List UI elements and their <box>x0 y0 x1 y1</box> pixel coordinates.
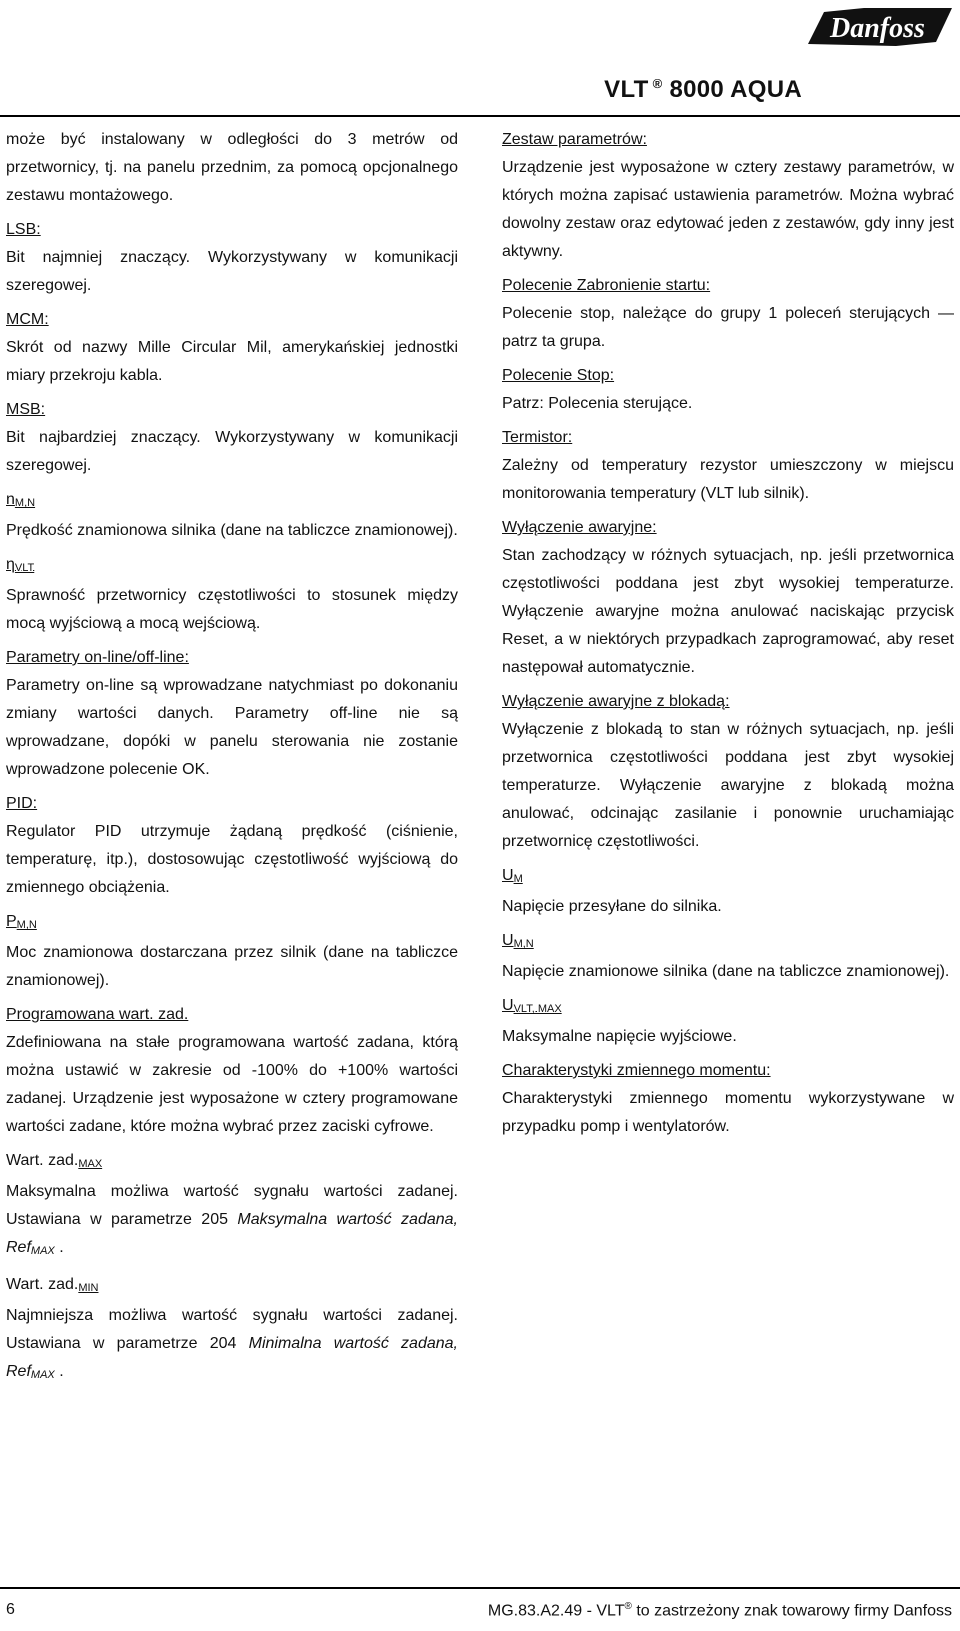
glossary-entry <box>502 362 954 418</box>
brand-wordmark: Danfoss <box>830 13 925 44</box>
footer-note: MG.83.A2.49 - VLT® to zastrzeżony znak towarowy firmy Danfoss <box>487 1601 952 1620</box>
glossary-definition: Skrót od nazwy Mille Circular Mil, amerykańskiej jednostki miary przekroju kabla. <box>6 339 458 384</box>
glossary-term: $\eta_{VLT}$ <box>6 556 35 574</box>
product-title: VLT ® 8000 AQUA <box>604 76 802 103</box>
glossary-term: Charakterystyki zmiennego momentu: <box>502 1062 771 1079</box>
glossary-term: Parametry on-line/off-line: <box>6 649 189 666</box>
glossary-definition: Napięcie przesyłane do silnika. <box>502 898 722 915</box>
glossary-term: Wyłączenie awaryjne z blokadą: <box>502 693 730 710</box>
glossary-entry <box>6 908 458 995</box>
glossary-entry <box>6 1271 458 1389</box>
glossary-definition: Prędkość znamionowa silnika (dane na tabliczce znamionowej). <box>6 522 458 539</box>
glossary-entry <box>6 126 458 210</box>
glossary-entry <box>502 927 954 986</box>
footer-rule <box>0 1587 960 1589</box>
glossary-definition: Zdefiniowana na stałe programowana wartość zadana, którą można ustawić w zakresie od -100% do +100% wartości zadanej. Urządzenie jest wyposażone w cztery programowane wartości zadane, które można wybrać przez zaciski cyfrowe. <box>6 1034 458 1135</box>
glossary-definition: Urządzenie jest wyposażone w cztery zestawy parametrów, w których można zapisać ustawienia parametrów. Można wybrać dowolny zestaw oraz edytować jeden z zestawów, gdy inny jest aktywny. <box>502 159 954 260</box>
glossary-entry <box>502 514 954 682</box>
glossary-term: $U_{VLT, MAX}$ <box>502 997 562 1015</box>
glossary-term: Wyłączenie awaryjne: <box>502 519 657 536</box>
glossary-term: Polecenie Stop: <box>502 367 615 384</box>
glossary-definition: Bit najmniej znaczący. Wykorzystywany w komunikacji szeregowej. <box>6 249 458 294</box>
glossary-entry <box>6 306 458 390</box>
glossary-entry <box>6 1001 458 1141</box>
glossary-entry <box>6 216 458 300</box>
glossary-entry <box>6 486 458 545</box>
glossary-entry <box>502 272 954 356</box>
glossary-entry <box>6 1147 458 1265</box>
glossary-definition: może być instalowany w odległości do 3 metrów od przetwornicy, tj. na panelu przednim, za pomocą opcjonalnego zestawu montażowego. <box>6 131 458 204</box>
glossary-left-column <box>6 126 458 1395</box>
glossary-entry <box>502 126 954 266</box>
glossary-definition: Polecenie stop, należące do grupy 1 poleceń sterujących — patrz ta grupa. <box>502 305 954 350</box>
glossary-definition: Regulator PID utrzymuje żądaną prędkość (ciśnienie, temperaturę, itp.), dostosowując częstotliwość wyjściową do zmiennego obciążenia. <box>6 823 458 896</box>
glossary-entry <box>502 1057 954 1141</box>
glossary-definition: Wyłączenie z blokadą to stan w różnych sytuacjach, np. jeśli przetwornica częstotliwości poddana jest zbyt wysokiej temperaturze. Wyłączenie awaryjne z blokadą można anulować, odcinając zasilanie i ponownie uruchamiając przetwornicę częstotliwości. <box>502 721 954 850</box>
glossary-term: Zestaw parametrów: <box>502 131 647 148</box>
glossary-term: PID: <box>6 795 38 812</box>
glossary-term: MSB: <box>6 401 46 418</box>
glossary-term: MCM: <box>6 311 49 328</box>
glossary-term: Polecenie Zabronienie startu: <box>502 277 711 294</box>
glossary-term: $P_{M,N}$ <box>6 913 37 931</box>
glossary-term: $U_M$ <box>502 867 523 885</box>
glossary-term: Programowana wart. zad. <box>6 1006 189 1023</box>
glossary-definition: Maksymalne napięcie wyjściowe. <box>502 1028 737 1045</box>
glossary-entry <box>6 551 458 638</box>
glossary-entry <box>6 644 458 784</box>
danfoss-logo <box>804 4 956 50</box>
glossary-definition: Bit najbardziej znaczący. Wykorzystywany w komunikacji szeregowej. <box>6 429 458 474</box>
glossary-entry <box>6 396 458 480</box>
glossary-definition: Patrz: Polecenia sterujące. <box>502 395 693 412</box>
glossary-term: Wart. $zad._{MIN}$ <box>6 1276 99 1294</box>
glossary-term: $n_{M,N}$ <box>6 491 36 509</box>
glossary-definition: Parametry on-line są wprowadzane natychmiast po dokonaniu zmiany wartości danych. Parametry off-line nie są wprowadzane, dopóki w panelu sterowania nie zostanie wprowadzone polecenie OK. <box>6 677 458 778</box>
glossary-entry <box>502 862 954 921</box>
header-rule <box>0 115 960 117</box>
glossary-entry <box>502 424 954 508</box>
glossary-term: Wart. $zad._{MAX}$ <box>6 1152 103 1170</box>
glossary-definition: Zależny od temperatury rezystor umieszczony w miejscu monitorowania temperatury (VLT lub silnik). <box>502 457 954 502</box>
glossary-term: $U_{M,N}$ <box>502 932 534 950</box>
glossary-definition: Maksymalna możliwa wartość sygnału wartości zadanej. Ustawiana w parametrze 205 Maksymalna wartość zadana, Ref$_{MAX}$ . <box>6 1183 458 1257</box>
glossary-definition: Napięcie znamionowe silnika (dane na tabliczce znamionowej). <box>502 963 950 980</box>
glossary-definition: Moc znamionowa dostarczana przez silnik (dane na tabliczce znamionowej). <box>6 944 458 989</box>
glossary-definition: Stan zachodzący w różnych sytuacjach, np. jeśli przetwornica częstotliwości poddana jest zbyt wysokiej temperaturze. Wyłączenie awaryjne można anulować naciskając przycisk Reset, a w niektórych przypadkach zaprogramować, aby reset następował automatycznie. <box>502 547 954 676</box>
glossary-definition: Charakterystyki zmiennego momentu wykorzystywane w przypadku pomp i wentylatorów. <box>502 1090 954 1135</box>
glossary-entry <box>502 992 954 1051</box>
glossary-right-column <box>502 126 954 1147</box>
glossary-term: Termistor: <box>502 429 573 446</box>
glossary-term: LSB: <box>6 221 41 238</box>
glossary-definition: Sprawność przetwornicy częstotliwości to stosunek między mocą wyjściową a mocą wejściową. <box>6 587 458 632</box>
page-number: 6 <box>6 1601 15 1618</box>
glossary-entry <box>502 688 954 856</box>
glossary-definition: Najmniejsza możliwa wartość sygnału wartości zadanej. Ustawiana w parametrze 204 Minimalna wartość zadana, Ref$_{MAX}$ . <box>6 1307 458 1381</box>
glossary-entry <box>6 790 458 902</box>
